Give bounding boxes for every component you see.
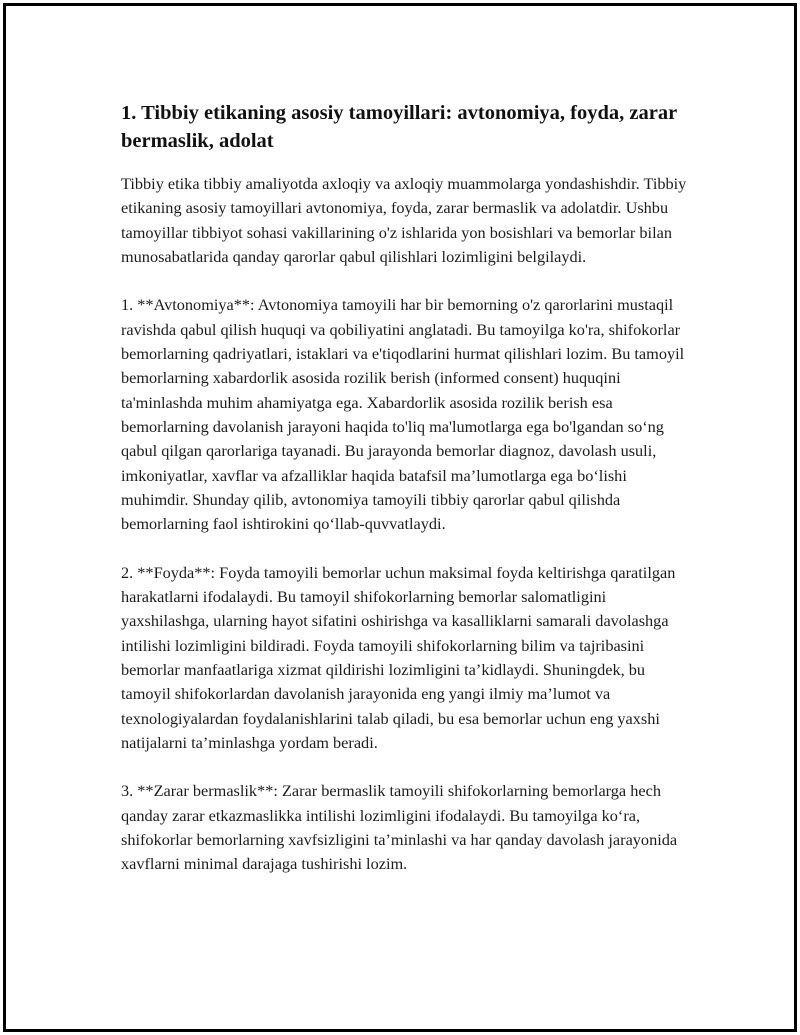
paragraph-intro: Tibbiy etika tibbiy amaliyotda axloqiy va axloqiy muammolarga yondashishdir. Tibbiy etikaning asosiy tamoyillari avtonomiya, foyda, zarar bermaslik va adolatdir. Ushbu tamoyillar tibbiyot sohasi vakillarining o'z ishlarida yon bosishlari va bemorlar bilan munosabatlarida qanday qarorlar qabul qilishlari lozimligini belgilaydi. [121,174,687,266]
document-body [121,99,691,901]
paragraph-nonmaleficence: 3. **Zarar bermaslik**: Zarar bermaslik tamoyili shifokorlarning bemorlarga hech qanday zarar etkazmaslikka intilishi lozimligini ifodalaydi. Bu tamoyilga ko‘ra, shifokorlar bemorlarning xavfsizligini ta’minlashi va har qanday davolash jarayonida xavflarni minimal darajaga tushirishi lozim. [121,781,678,874]
paragraph-beneficence: 2. **Foyda**: Foyda tamoyili bemorlar uchun maksimal foyda keltirishga qaratilgan harakatlarni ifodalaydi. Bu tamoyil shifokorlarning bemorlar salomatligini yaxshilashga, ularning hayot sifatini oshirishga va kasalliklarni samarali davolashga intilishi lozimligini bildiradi. Foyda tamoyili shifokorlarning bilim va tajribasini bemorlar manfaatlariga xizmat qildirishi lozimligini ta’kidlaydi. Shuningdek, bu tamoyil shifokorlardan davolanish jarayonida eng yangi ilmiy ma’lumot va texnologiyalardan foydalanishlarini talab qiladi, bu esa bemorlar uchun eng yaxshi natijalarni ta’minlashga yordam beradi. [121,562,676,752]
document-title: 1. Tibbiy etikaning asosiy tamoyillari: avtonomiya, foyda, zarar bermaslik, adolat [121,102,677,152]
paragraph-autonomy: 1. **Avtonomiya**: Avtonomiya tamoyili har bir bemorning o'z qarorlarini mustaqil ravishda qabul qilish huquqi va qobiliyatini anglatadi. Bu tamoyilga ko'ra, shifokorlar bemorlarning qadriyatlari, istaklari va e'tiqodlarini hurmat qilishlari lozim. Bu tamoyil bemorlarning xabardorlik asosida rozilik berish (informed consent) huquqini ta'minlashda muhim ahamiyatga ega. Xabardorlik asosida rozilik berish esa bemorlarning davolanish jarayoni haqida to'liq ma'lumotlarga ega bo'lgandan so‘ng qabul qilgan qarorlariga tayanadi. Bu jarayonda bemorlar diagnoz, davolash usuli, imkoniyatlar, xavflar va afzalliklar haqida batafsil ma’lumotlarga ega bo‘lishi muhimdir. Shunday qilib, avtonomiya tamoyili tibbiy qarorlar qabul qilishda bemorlarning faol ishtirokini qo‘llab-quvvatlaydi. [121,295,685,534]
page-frame [3,3,797,1032]
